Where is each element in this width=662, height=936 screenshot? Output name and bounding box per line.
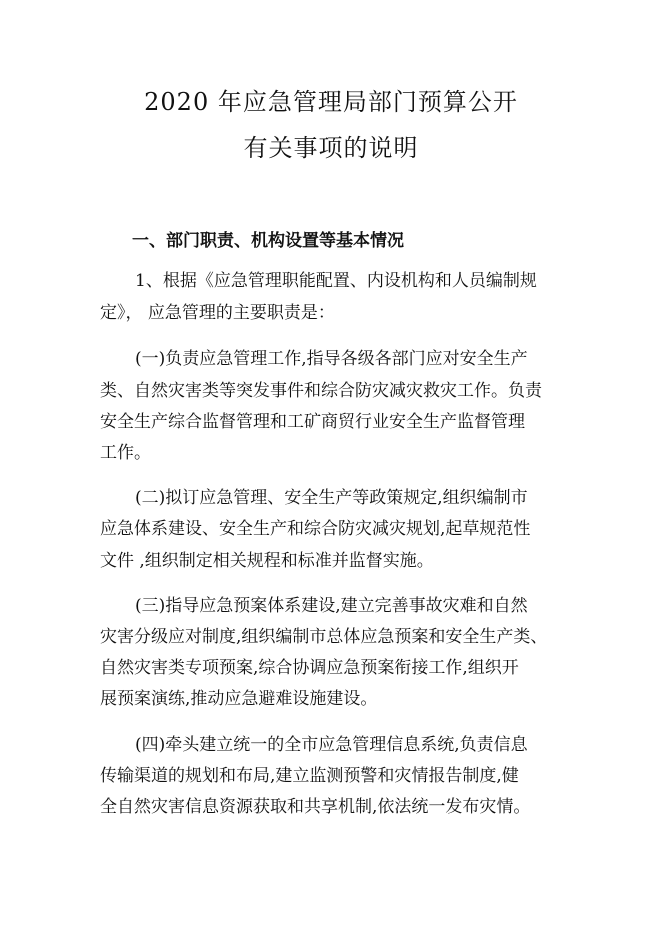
paragraph-line: 应急体系建设、安全生产和综合防灾减灾规划,起草规范性 <box>100 519 531 539</box>
paragraph-line: 灾害分级应对制度,组织编制市总体应急预案和安全生产类、 <box>100 627 548 647</box>
paragraph-line: (二)拟订应急管理、安全生产等政策规定,组织编制市 <box>135 488 528 508</box>
paragraph-line: 传输渠道的规划和布局,建立监测预警和灾情报告制度,健 <box>100 766 519 786</box>
paragraph-line: 定》， 应急管理的主要职责是： <box>100 303 335 323</box>
paragraph-line: 自然灾害类专项预案,综合协调应急预案衔接工作,组织开 <box>100 658 519 678</box>
paragraph-line: 类、自然灾害类等突发事件和综合防灾减灾救灾工作。负责 <box>100 381 542 401</box>
paragraph-line: (三)指导应急预案体系建设,建立完善事故灾难和自然 <box>135 596 528 616</box>
document-title-line-2: 有关事项的说明 <box>243 134 419 162</box>
paragraph-line: 文件 ,组织制定相关规程和标准并监督实施。 <box>100 551 434 571</box>
paragraph-line: 工作。 <box>100 443 151 463</box>
document-title-line-1: 2020 年应急管理局部门预算公开 <box>144 88 518 116</box>
paragraph-line: 展预案演练,推动应急避难设施建设。 <box>100 689 378 709</box>
section-heading: 一、部门职责、机构设置等基本情况 <box>132 231 404 251</box>
paragraph-line: (一)负责应急管理工作,指导各级各部门应对安全生产 <box>135 349 528 369</box>
paragraph-line: 安全生产综合监督管理和工矿商贸行业安全生产监督管理 <box>100 412 525 432</box>
paragraph-line: (四)牵头建立统一的全市应急管理信息系统,负责信息 <box>135 735 528 755</box>
paragraph-line: 全自然灾害信息资源获取和共享机制,依法统一发布灾情。 <box>100 797 531 817</box>
paragraph-line: 1、根据《应急管理职能配置、内设机构和人员编制规 <box>135 271 537 291</box>
